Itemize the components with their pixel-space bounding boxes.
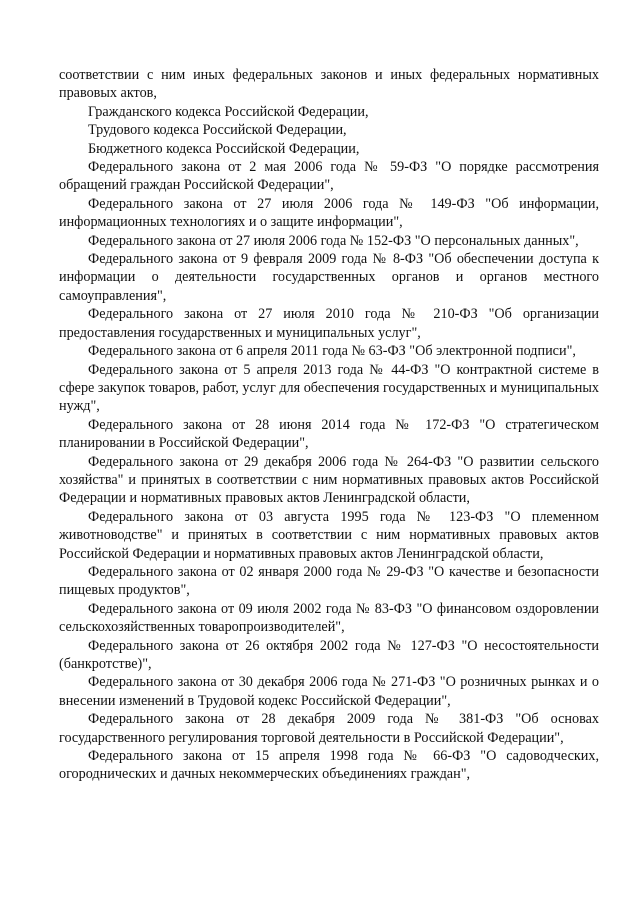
- list-item-law-271: Федерального закона от 30 декабря 2006 года № 271-ФЗ "О розничных рынках и о внесении изменений в Трудовой кодекс Российской Федерации",: [59, 674, 599, 709]
- list-item-law-210: Федерального закона от 27 июля 2010 года № 210-ФЗ "Об организации предоставления государственных и муниципальных услуг",: [59, 306, 599, 341]
- list-item-law-149: Федерального закона от 27 июля 2006 года № 149-ФЗ "Об информации, информационных технологиях и о защите информации",: [59, 195, 599, 231]
- list-item-budget-code: Бюджетного кодекса Российской Федерации,: [88, 140, 360, 157]
- list-item-law-152: Федерального закона от 27 июля 2006 года № 152-ФЗ "О персональных данных",: [88, 232, 579, 249]
- list-item-law-123: Федерального закона от 03 августа 1995 года № 123-ФЗ "О племенном животноводстве" и принятых в соответствии с ним нормативных правовых актов Российской Федерации и нормативных правовых актов Ленинградской области,: [59, 508, 599, 562]
- list-item-law-83: Федерального закона от 09 июля 2002 года № 83-ФЗ "О финансовом оздоровлении сельскохозяйственных товаропроизводителей",: [59, 600, 599, 636]
- list-item-law-127: Федерального закона от 26 октября 2002 года № 127-ФЗ "О несостоятельности (банкротстве)",: [59, 637, 599, 672]
- list-item-law-29: Федерального закона от 02 января 2000 года № 29-ФЗ "О качестве и безопасности пищевых продуктов",: [59, 563, 599, 599]
- list-item-law-59: Федерального закона от 2 мая 2006 года № 59-ФЗ "О порядке рассмотрения обращений граждан Российской Федерации",: [59, 159, 599, 194]
- list-item-civil-code: Гражданского кодекса Российской Федерации,: [88, 103, 369, 120]
- document-page: [59, 66, 599, 784]
- list-item-law-381: Федерального закона от 28 декабря 2009 года № 381-ФЗ "Об основах государственного регулирования торговой деятельности в Российской Федерации",: [59, 711, 599, 746]
- list-item-law-264: Федерального закона от 29 декабря 2006 года № 264-ФЗ "О развитии сельского хозяйства" и принятых в соответствии с ним нормативных правовых актов Российской Федерации и нормативных правовых актов Ленинградской области,: [59, 453, 599, 507]
- list-item-law-172: Федерального закона от 28 июня 2014 года № 172-ФЗ "О стратегическом планировании в Российской Федерации",: [59, 416, 599, 452]
- list-item-labor-code: Трудового кодекса Российской Федерации,: [88, 122, 347, 139]
- list-item-law-66: Федерального закона от 15 апреля 1998 года № 66-ФЗ "О садоводческих, огороднических и дачных некоммерческих объединениях граждан",: [59, 748, 599, 783]
- continuation-paragraph: соответствии с ним иных федеральных законов и иных федеральных нормативных правовых актов,: [59, 67, 599, 102]
- list-item-law-63: Федерального закона от 6 апреля 2011 года № 63-ФЗ "Об электронной подписи",: [88, 343, 576, 360]
- list-item-law-8: Федерального закона от 9 февраля 2009 года № 8-ФЗ "Об обеспечении доступа к информации о деятельности государственных органов и органов местного самоуправления",: [59, 251, 599, 304]
- list-item-law-44: Федерального закона от 5 апреля 2013 года № 44-ФЗ "О контрактной системе в сфере закупок товаров, работ, услуг для обеспечения государственных и муниципальных нужд",: [59, 361, 599, 415]
